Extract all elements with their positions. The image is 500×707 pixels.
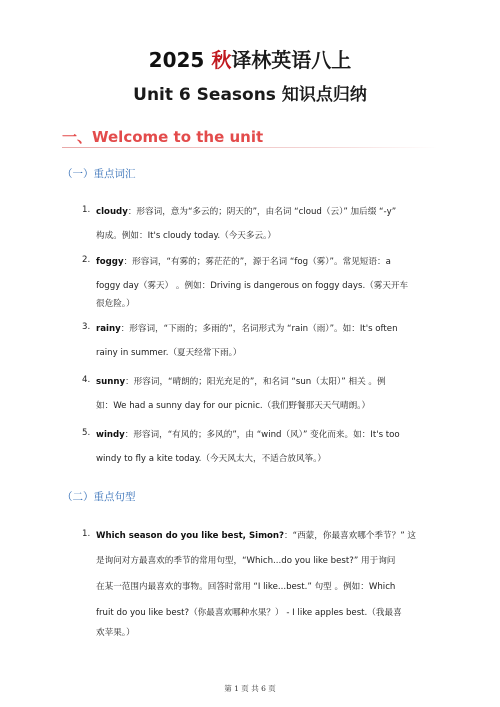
page-footer: 第 1 页 共 6 页 bbox=[224, 684, 276, 693]
item-keyword: rainy bbox=[96, 324, 121, 334]
item-line: 很危险。） bbox=[96, 299, 135, 309]
item-number: 3. bbox=[82, 322, 91, 332]
item-line: 在某一范围内最喜欢的事物。回答时常用 “I like...best.” 句型 。例如：Which bbox=[96, 582, 396, 592]
item-keyword: sunny bbox=[96, 377, 126, 387]
item-line: Which season do you like best, Simon?：“西蒙，你最喜欢哪个季节？” 这 bbox=[96, 531, 416, 541]
item-line: foggy：形容词，“有雾的；雾茫茫的”，源于名词 “fog（雾）”。常见短语：a bbox=[96, 257, 391, 267]
item-line: 构成。例如：It's cloudy today.（今天多云。） bbox=[96, 231, 276, 241]
subheading-vocabulary: （一）重点词汇 bbox=[62, 168, 136, 180]
item-number: 4. bbox=[82, 375, 91, 385]
item-line: 如：We had a sunny day for our picnic.（我们野餐那天天气晴朗。） bbox=[96, 401, 371, 411]
document-subtitle: Unit 6 Seasons 知识点归纳 bbox=[133, 85, 367, 105]
item-number: 2. bbox=[82, 255, 91, 265]
item-line: windy to fly a kite today.（今天风太大，不适合放风筝。） bbox=[96, 454, 327, 464]
item-number: 5. bbox=[82, 428, 91, 438]
item-keyword: Which season do you like best, Simon? bbox=[96, 531, 285, 541]
item-keyword: foggy bbox=[96, 257, 124, 267]
title-year: 2025 bbox=[148, 48, 205, 72]
section-divider bbox=[62, 147, 438, 148]
item-line: cloudy：形容词，意为“多云的；阴天的”，由名词 “cloud（云）” 加后缀 “-y” bbox=[96, 207, 397, 217]
item-line: windy：形容词，“有风的；多风的”，由 “wind（风）” 变化而来。如：It's too bbox=[96, 430, 400, 440]
item-line: 是询问对方最喜欢的季节的常用句型，“Which...do you like best?” 用于询问 bbox=[96, 556, 396, 566]
title-rest: 译林英语八上 bbox=[231, 48, 352, 72]
item-line: sunny：形容词，“晴朗的；阳光充足的”，和名词 “sun（太阳）” 相关 。例 bbox=[96, 377, 386, 387]
item-line: 欢苹果。） bbox=[96, 628, 135, 638]
item-line: fruit do you like best?（你最喜欢哪种水果？） - I like apples best.（我最喜 bbox=[96, 608, 402, 618]
item-keyword: windy bbox=[96, 430, 125, 440]
item-keyword: cloudy bbox=[96, 207, 128, 217]
section-heading-welcome: 一、Welcome to the unit bbox=[62, 128, 264, 146]
item-line: rainy：形容词，“下雨的；多雨的”，名词形式为 “rain（雨）”。如：It's often bbox=[96, 324, 398, 334]
item-number: 1. bbox=[82, 205, 91, 215]
title-accent: 秋 bbox=[211, 48, 232, 72]
subheading-sentences: （二）重点句型 bbox=[62, 491, 136, 503]
item-line: foggy day（雾天） 。例如：Driving is dangerous on foggy days.（雾天开车 bbox=[96, 281, 409, 291]
item-number: 1. bbox=[82, 529, 91, 539]
item-line: rainy in summer.（夏天经常下雨。） bbox=[96, 348, 242, 358]
document-title bbox=[0, 44, 500, 73]
